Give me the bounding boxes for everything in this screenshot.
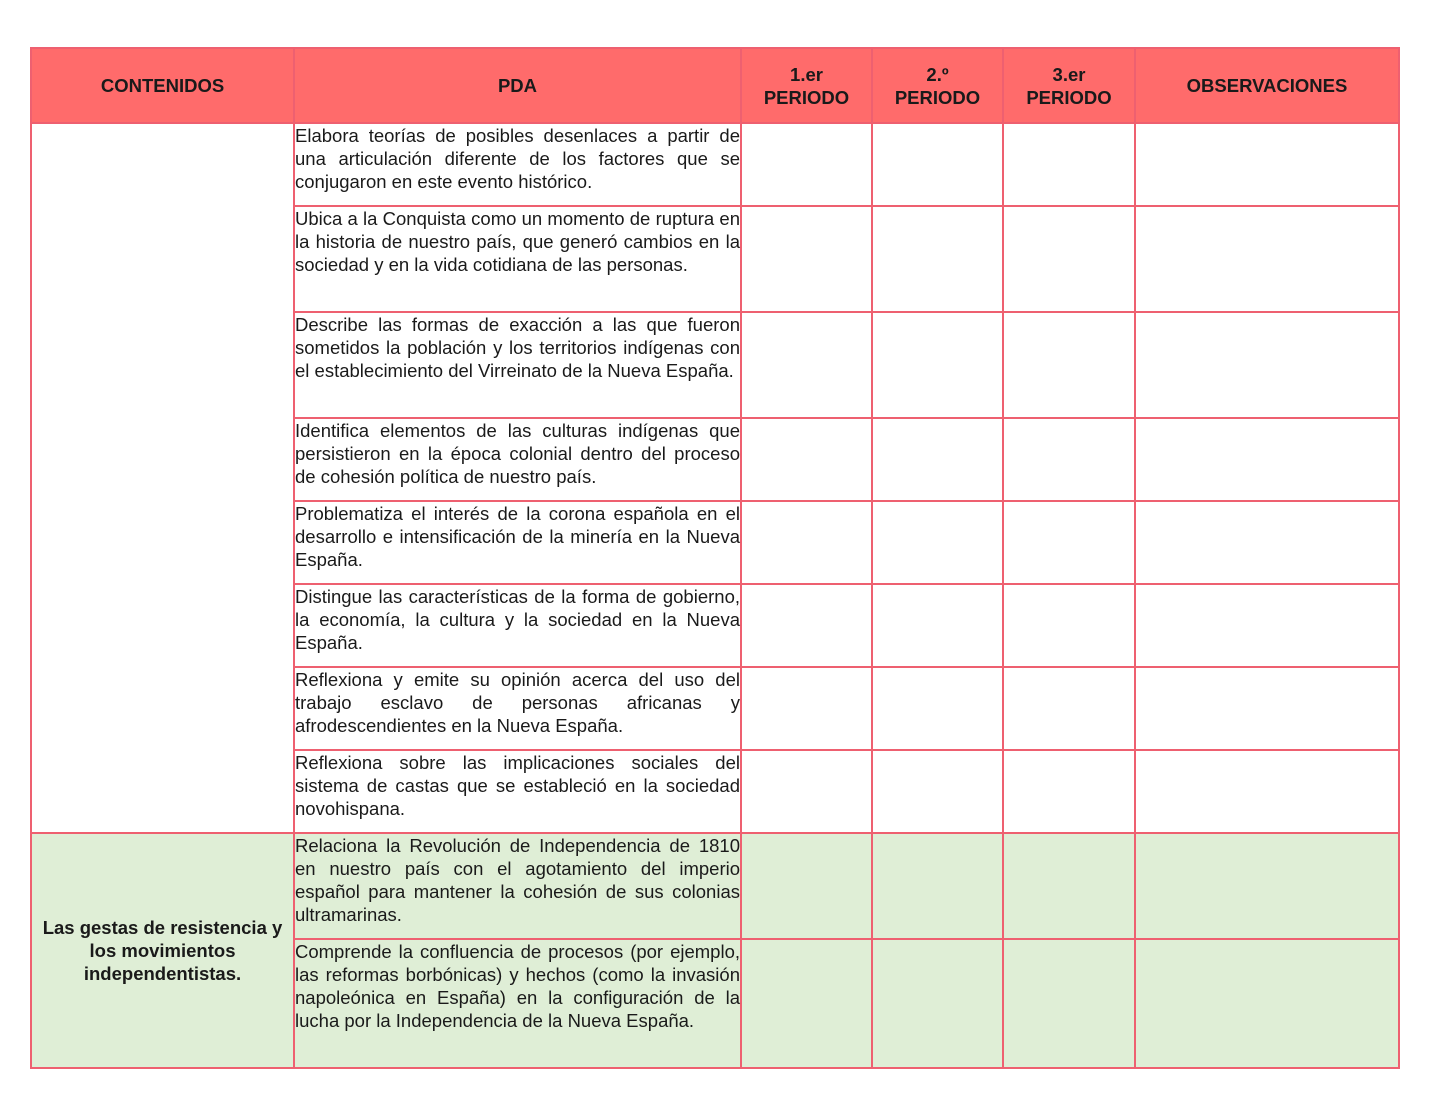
pda-cell: Relaciona la Revolución de Independencia de 1810 en nuestro país con el agotamiento del imperio español para mantener la cohesión de sus colonias ultramarinas. <box>294 833 741 939</box>
periodo-3-cell[interactable] <box>1003 206 1135 312</box>
observaciones-cell[interactable] <box>1135 750 1399 833</box>
header-observaciones: OBSERVACIONES <box>1135 48 1399 123</box>
contenido-cell <box>31 123 294 833</box>
periodo-3-cell[interactable] <box>1003 833 1135 939</box>
observaciones-cell[interactable] <box>1135 312 1399 418</box>
periodo-3-cell[interactable] <box>1003 501 1135 584</box>
table-row <box>31 123 1399 206</box>
periodo-1-cell[interactable] <box>741 939 872 1068</box>
observaciones-cell[interactable] <box>1135 584 1399 667</box>
periodo-2-cell[interactable] <box>872 312 1003 418</box>
periodo-2-cell[interactable] <box>872 501 1003 584</box>
pda-cell: Distingue las características de la forma de gobierno, la economía, la cultura y la sociedad en la Nueva España. <box>294 584 741 667</box>
periodo-2-cell[interactable] <box>872 418 1003 501</box>
periodo-1-cell[interactable] <box>741 667 872 750</box>
periodo-2-cell[interactable] <box>872 123 1003 206</box>
pda-cell: Ubica a la Conquista como un momento de ruptura en la historia de nuestro país, que generó cambios en la sociedad y en la vida cotidiana de las personas. <box>294 206 741 312</box>
periodo-1-cell[interactable] <box>741 501 872 584</box>
periodo-2-cell[interactable] <box>872 584 1003 667</box>
periodo-3-cell[interactable] <box>1003 667 1135 750</box>
pda-evaluation-table <box>30 47 1400 1069</box>
table-row <box>31 833 1399 939</box>
header-row <box>31 48 1399 123</box>
observaciones-cell[interactable] <box>1135 833 1399 939</box>
contenido-cell: Las gestas de resistencia y los movimientos independentistas. <box>31 833 294 1068</box>
header-periodo-3-label: PERIODO <box>1026 86 1112 108</box>
header-periodo-1 <box>741 48 872 123</box>
pda-cell: Problematiza el interés de la corona española en el desarrollo e intensificación de la minería en la Nueva España. <box>294 501 741 584</box>
header-periodo-2-number: 2.º <box>926 63 949 85</box>
periodo-2-cell[interactable] <box>872 750 1003 833</box>
pda-cell: Comprende la confluencia de procesos (por ejemplo, las reformas borbónicas) y hechos (como la invasión napoleónica en España) en la configuración de la lucha por la Independencia de la Nueva España. <box>294 939 741 1068</box>
periodo-2-cell[interactable] <box>872 667 1003 750</box>
pda-cell: Describe las formas de exacción a las que fueron sometidos la población y los territorios indígenas con el establecimiento del Virreinato de la Nueva España. <box>294 312 741 418</box>
observaciones-cell[interactable] <box>1135 667 1399 750</box>
observaciones-cell[interactable] <box>1135 123 1399 206</box>
header-periodo-3-number: 3.er <box>1052 63 1086 85</box>
periodo-3-cell[interactable] <box>1003 312 1135 418</box>
pda-cell: Identifica elementos de las culturas indígenas que persistieron en la época colonial dentro del proceso de cohesión política de nuestro país. <box>294 418 741 501</box>
header-periodo-1-label: PERIODO <box>763 86 850 108</box>
periodo-3-cell[interactable] <box>1003 750 1135 833</box>
observaciones-cell[interactable] <box>1135 206 1399 312</box>
pda-cell: Reflexiona sobre las implicaciones sociales del sistema de castas que se estableció en la sociedad novohispana. <box>294 750 741 833</box>
pda-cell: Elabora teorías de posibles desenlaces a partir de una articulación diferente de los factores que se conjugaron en este evento histórico. <box>294 123 741 206</box>
observaciones-cell[interactable] <box>1135 501 1399 584</box>
periodo-2-cell[interactable] <box>872 939 1003 1068</box>
periodo-1-cell[interactable] <box>741 750 872 833</box>
header-periodo-3 <box>1003 48 1135 123</box>
header-periodo-2 <box>872 48 1003 123</box>
periodo-2-cell[interactable] <box>872 206 1003 312</box>
periodo-1-cell[interactable] <box>741 206 872 312</box>
periodo-2-cell[interactable] <box>872 833 1003 939</box>
periodo-1-cell[interactable] <box>741 584 872 667</box>
observaciones-cell[interactable] <box>1135 939 1399 1068</box>
periodo-3-cell[interactable] <box>1003 418 1135 501</box>
periodo-3-cell[interactable] <box>1003 123 1135 206</box>
header-periodo-1-number: 1.er <box>790 63 823 85</box>
periodo-1-cell[interactable] <box>741 312 872 418</box>
periodo-1-cell[interactable] <box>741 123 872 206</box>
periodo-1-cell[interactable] <box>741 418 872 501</box>
header-periodo-2-label: PERIODO <box>894 86 981 108</box>
header-contenidos: CONTENIDOS <box>31 48 294 123</box>
observaciones-cell[interactable] <box>1135 418 1399 501</box>
periodo-3-cell[interactable] <box>1003 584 1135 667</box>
header-pda: PDA <box>294 48 741 123</box>
pda-cell: Reflexiona y emite su opinión acerca del uso del trabajo esclavo de personas africanas y afrodescendientes en la Nueva España. <box>294 667 741 750</box>
periodo-3-cell[interactable] <box>1003 939 1135 1068</box>
periodo-1-cell[interactable] <box>741 833 872 939</box>
